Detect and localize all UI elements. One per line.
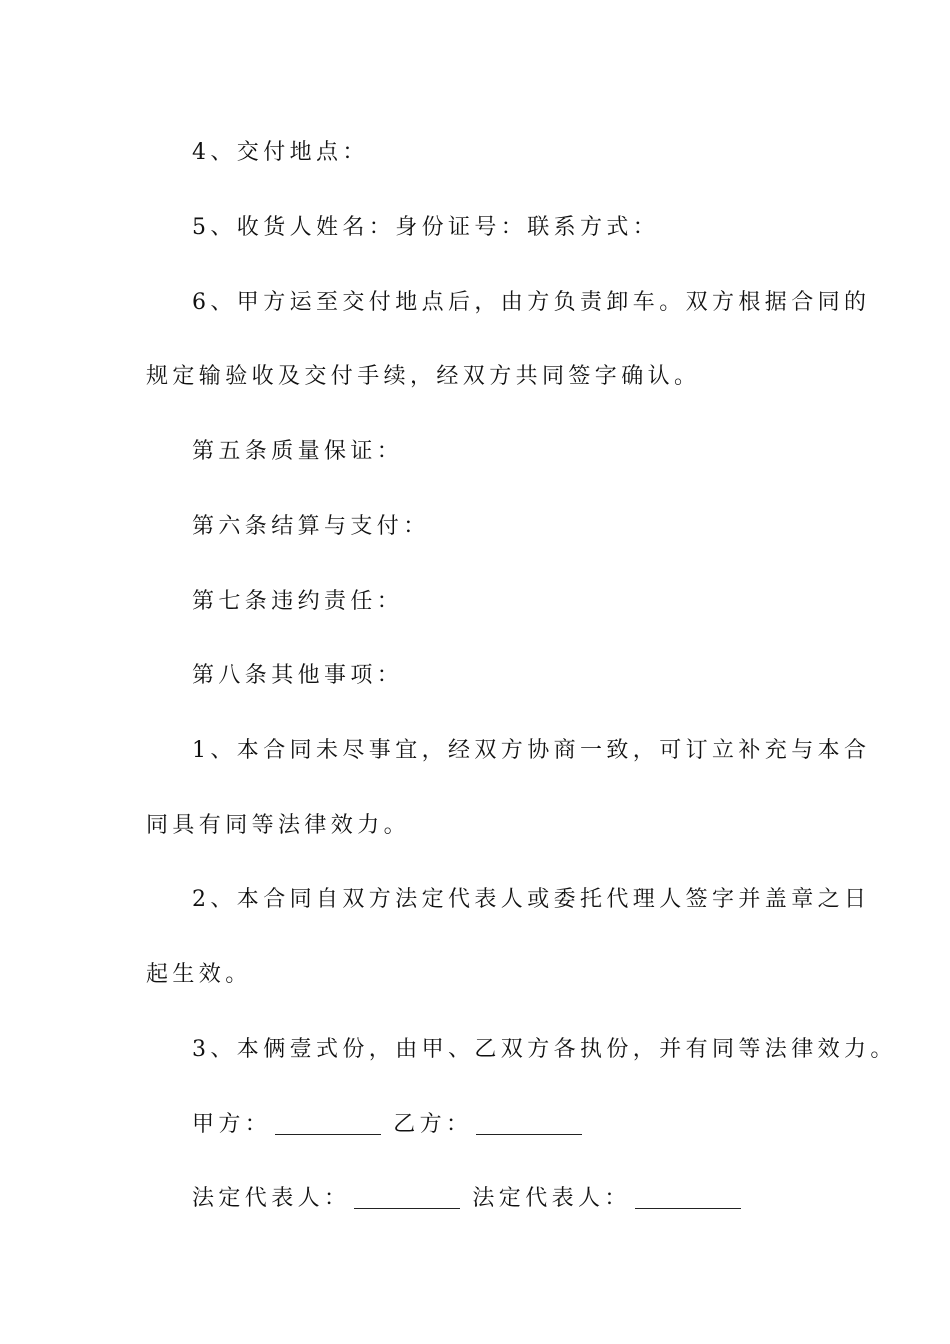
text-line: 第五条质量保证： [192,439,404,464]
text-line: 规定输验收及交付手续，经双方共同签字确认。 [146,364,701,389]
text-line: 第八条其他事项： [192,663,404,688]
text-line: 3、本俩壹式份，由甲、乙双方各执份，并有同等法律效力。 [192,1037,897,1062]
party-a-label: 甲方： [192,1112,272,1137]
party-b-blank [476,1112,582,1135]
text-line: 2、本合同自双方法定代表人或委托代理人签字并盖章之日 [192,887,871,912]
text-line: 起生效。 [146,962,252,987]
rep-b-label: 法定代表人： [472,1186,631,1211]
rep-b-blank [635,1186,741,1209]
text-line: 第七条违约责任： [192,589,404,614]
text-line: 1、本合同未尽事宜，经双方协商一致，可订立补充与本合 [192,738,871,763]
text-line: 同具有同等法律效力。 [146,813,411,838]
party-b-label: 乙方： [393,1112,473,1137]
text-line: 5、收货人姓名：身份证号：联系方式： [192,215,660,240]
signature-party-row [192,1110,872,1140]
signature-rep-row [192,1184,872,1214]
party-a-blank [275,1112,381,1135]
text-line: 6、甲方运至交付地点后，由方负责卸车。双方根据合同的 [192,290,871,315]
rep-a-blank [354,1186,460,1209]
text-line: 第六条结算与支付： [192,514,430,539]
rep-a-label: 法定代表人： [192,1186,351,1211]
text-line: 4、交付地点： [192,140,369,165]
